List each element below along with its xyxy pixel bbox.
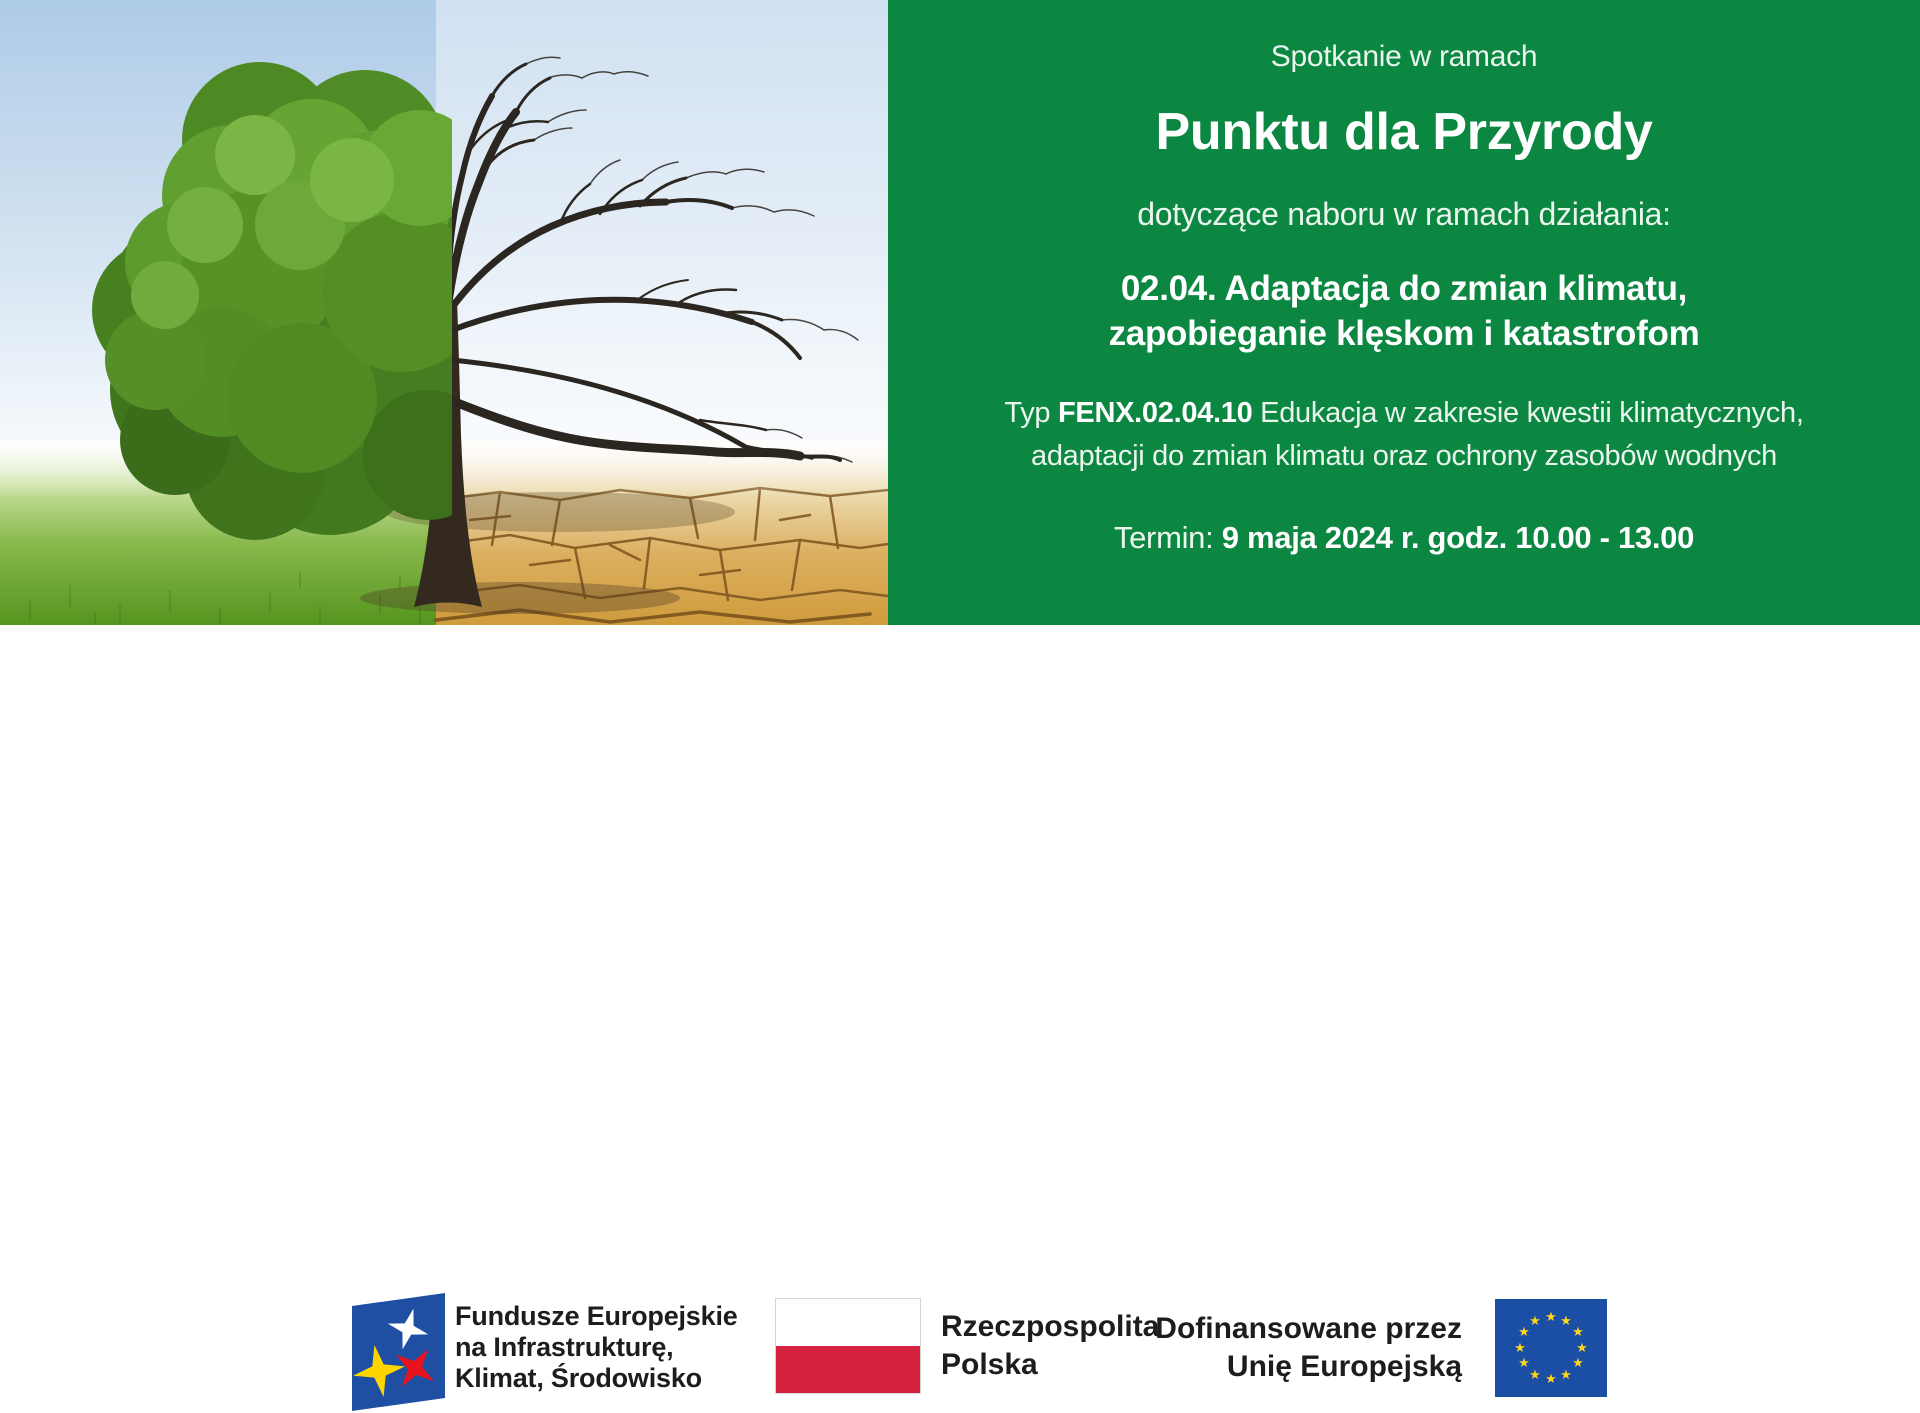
logos-footer xyxy=(0,625,1920,1393)
eu-funds-line2: na Infrastrukturę, xyxy=(455,1332,674,1362)
subtitle-text: dotyczące naboru w ramach działania: xyxy=(1137,196,1671,232)
event-title: Punktu dla Przyrody xyxy=(1155,103,1653,161)
eu-flag-icon xyxy=(1495,1299,1607,1397)
eu-star-icon: ★ xyxy=(1576,1340,1588,1355)
eu-funds-line3: Klimat, Środowisko xyxy=(455,1363,702,1393)
eu-funding-text xyxy=(1100,1310,1462,1386)
type-description xyxy=(888,392,1920,478)
eu-star-icon: ★ xyxy=(1529,1313,1541,1328)
poland-flag-white xyxy=(776,1299,920,1346)
poland-flag-red xyxy=(776,1346,920,1393)
action-line2: zapobieganie klęskom i katastrofom xyxy=(1108,314,1700,353)
poland-line2: Polska xyxy=(941,1348,1038,1381)
green-panel xyxy=(888,0,1920,625)
eu-funding-line1: Dofinansowane przez xyxy=(1155,1312,1462,1345)
tree-illustration xyxy=(0,0,888,625)
eu-star-icon: ★ xyxy=(1518,1355,1530,1370)
eu-star-icon: ★ xyxy=(1560,1367,1572,1382)
action-line1: 02.04. Adaptacja do zmian klimatu, xyxy=(1120,269,1688,308)
eu-funds-flag-icon xyxy=(352,1293,446,1413)
type-code: FENX.02.04.10 xyxy=(1058,397,1253,429)
eu-star-icon: ★ xyxy=(1529,1367,1541,1382)
eu-star-icon: ★ xyxy=(1560,1313,1572,1328)
eu-funds-logo-text xyxy=(455,1301,738,1394)
type-prefix: Typ xyxy=(1004,397,1059,429)
eu-star-icon: ★ xyxy=(1514,1340,1526,1355)
poland-flag-icon xyxy=(775,1298,921,1394)
eu-funds-line1: Fundusze Europejskie xyxy=(455,1301,738,1331)
type-rest2: adaptacji do zmian klimatu oraz ochrony zasobów wodnych xyxy=(1031,440,1777,472)
eu-star-icon: ★ xyxy=(1545,1309,1557,1324)
event-date-label: Termin: xyxy=(1113,520,1222,555)
type-rest1: Edukacja w zakresie kwestii klimatycznych, xyxy=(1252,397,1804,429)
eu-star-icon: ★ xyxy=(1572,1324,1584,1339)
intro-text: Spotkanie w ramach xyxy=(1270,40,1538,73)
eu-funding-line2: Unię Europejską xyxy=(1226,1350,1462,1383)
tree-illustration-svg xyxy=(0,0,888,625)
eu-star-icon: ★ xyxy=(1572,1355,1584,1370)
action-title xyxy=(888,266,1920,356)
poland-line1: Rzeczpospolita xyxy=(941,1310,1160,1343)
event-date xyxy=(888,520,1920,556)
eu-star-icon: ★ xyxy=(1545,1371,1557,1386)
eu-star-icon: ★ xyxy=(1518,1324,1530,1339)
event-date-value: 9 maja 2024 r. godz. 10.00 - 13.00 xyxy=(1221,520,1695,555)
